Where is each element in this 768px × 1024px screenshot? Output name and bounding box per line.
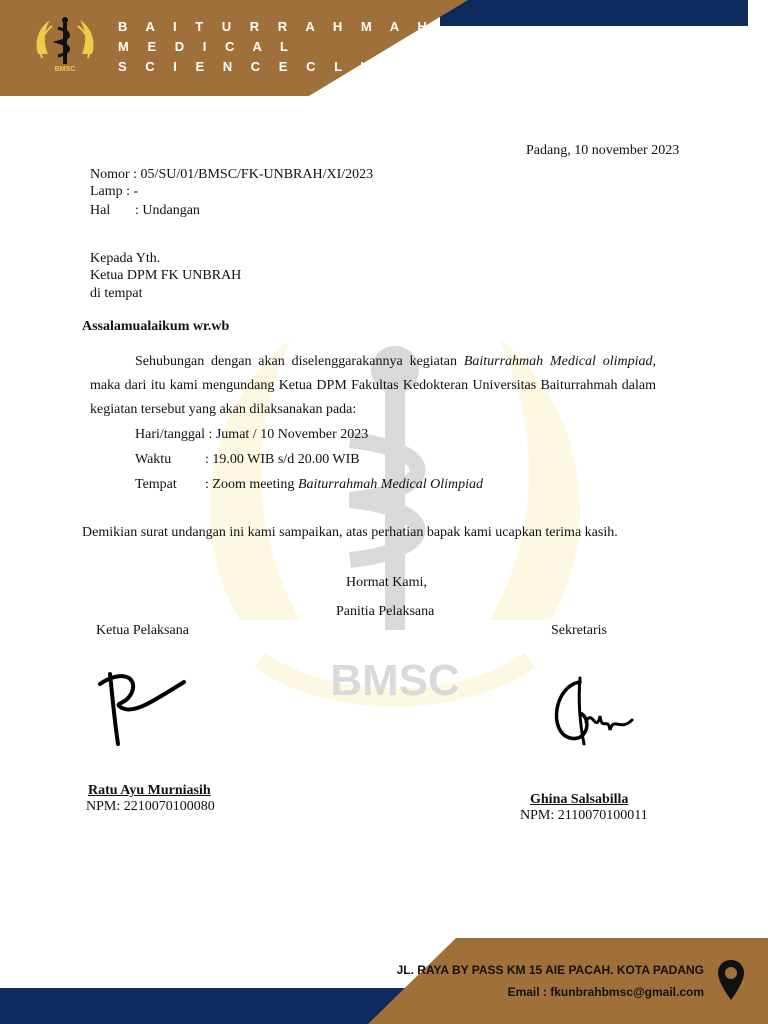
event-date: Hari/tanggal : Jumat / 10 November 2023 [135, 427, 369, 442]
footer-navy-band [0, 988, 420, 1024]
chair-name: Ratu Ayu Murniasih [88, 783, 211, 798]
letter-body [90, 350, 656, 422]
body-part-2: , maka dari itu kami mengundang Ketua DPM Fakultas Kedokteran Universitas Baiturrahmah dalam kegiatan tersebut yang akan dilaksanakan pada: [90, 354, 656, 417]
org-line-2: M E D I C A L [118, 39, 296, 54]
organization-name [118, 17, 434, 77]
header-navy-band [440, 0, 748, 26]
event-place-value: : Zoom meeting [205, 477, 298, 492]
recipient-line-3: di tempat [90, 286, 143, 301]
greeting: Assalamualaikum wr.wb [82, 319, 230, 334]
chair-signature [92, 662, 192, 752]
secretary-title: Sekretaris [551, 623, 607, 638]
logo-text: BMSC [54, 66, 76, 73]
secretary-name: Ghina Salsabilla [530, 792, 629, 807]
chair-title: Ketua Pelaksana [96, 623, 189, 638]
org-line-3: S C I E N C E C L U B [118, 59, 406, 74]
subject-value: : Undangan [135, 203, 200, 218]
event-time-label: Waktu [135, 452, 172, 467]
event-place-label: Tempat [135, 477, 177, 492]
watermark-text: BMSC [330, 656, 460, 705]
subject-label: Hal [90, 203, 111, 218]
committee: Panitia Pelaksana [336, 604, 435, 619]
regards: Hormat Kami, [346, 575, 427, 590]
footer-brown-band [368, 938, 768, 1024]
closing-sentence: Demikian surat undangan ini kami sampaikan, atas perhatian bapak kami ucapkan terima kasih. [82, 525, 618, 540]
event-place [205, 476, 483, 494]
chair-npm: NPM: 2210070100080 [86, 799, 215, 814]
recipient-line-1: Kepada Yth. [90, 251, 161, 266]
footer-address: JL. RAYA BY PASS KM 15 AIE PACAH. KOTA PADANG [396, 963, 704, 977]
place-date: Padang, 10 november 2023 [526, 143, 680, 158]
location-pin-icon [716, 958, 746, 1002]
body-event-name: Baiturrahmah Medical olimpiad [463, 354, 653, 369]
secretary-signature [546, 672, 636, 754]
secretary-npm: NPM: 2110070100011 [520, 808, 648, 823]
org-line-1: B A I T U R R A H M A H [118, 19, 435, 34]
recipient-line-2: Ketua DPM FK UNBRAH [90, 268, 242, 283]
attachment: Lamp : - [90, 184, 139, 199]
bmsc-logo [28, 14, 102, 74]
body-part-1: Sehubungan dengan akan diselenggarakannya kegiatan [135, 354, 464, 369]
letter-number: Nomor : 05/SU/01/BMSC/FK-UNBRAH/XI/2023 [90, 167, 374, 182]
footer-email: Email : fkunbrahbmsc@gmail.com [507, 985, 704, 999]
event-time-value: : 19.00 WIB s/d 20.00 WIB [205, 452, 360, 467]
event-place-name: Baiturrahmah Medical Olimpiad [297, 477, 484, 492]
